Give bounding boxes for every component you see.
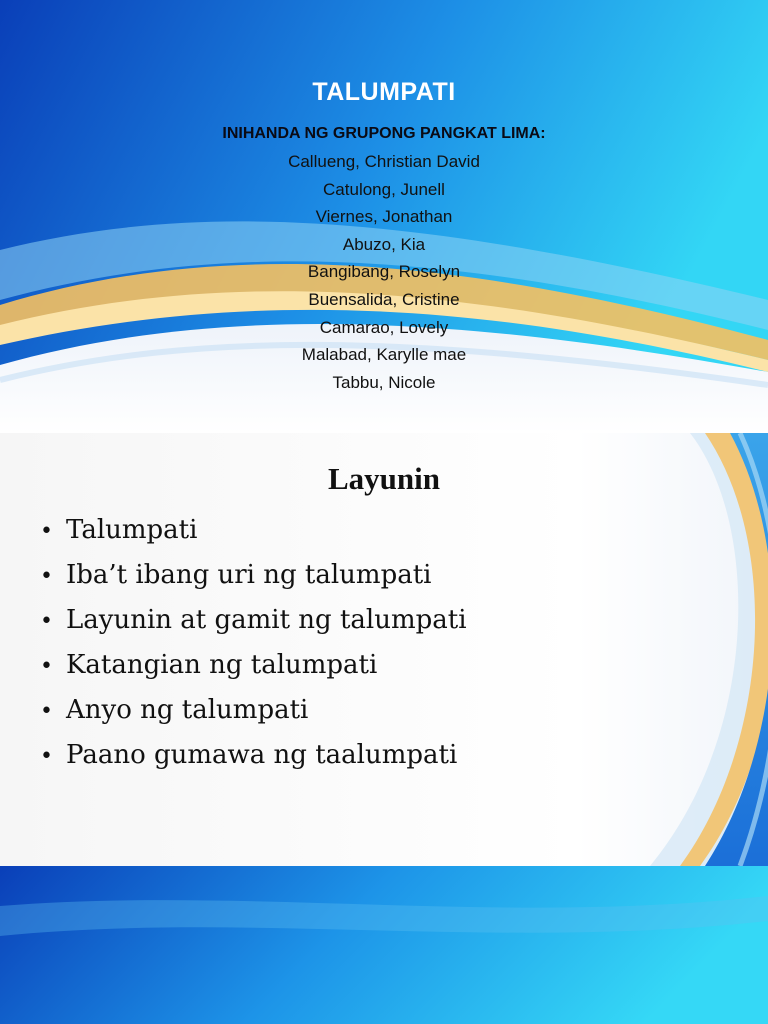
member-name: Buensalida, Cristine — [308, 289, 460, 309]
member-name: Malabad, Karylle mae — [301, 345, 467, 365]
bullet-icon: • — [40, 744, 53, 769]
list-item — [40, 733, 467, 778]
bullet-icon: • — [40, 519, 53, 544]
slide-3 — [0, 866, 768, 1024]
bullet-icon: • — [40, 564, 53, 589]
slide-1 — [0, 0, 768, 433]
slide-2 — [0, 433, 768, 866]
bullet-icon: • — [40, 654, 53, 679]
slide-1-subtitle: INIHANDA NG GRUPONG PANGKAT LIMA: — [222, 125, 546, 142]
bullet-icon: • — [40, 699, 53, 724]
member-name: Camarao, Lovely — [319, 317, 449, 337]
topic-list — [40, 508, 467, 778]
member-name: Bangibang, Roselyn — [307, 262, 461, 282]
topic-text: Layunin at gamit ng talumpati — [66, 605, 467, 635]
member-name: Callueng, Christian David — [288, 152, 480, 171]
slide-3-background — [0, 866, 768, 1024]
slide-2-title: Layunin — [327, 461, 440, 496]
list-item — [40, 598, 467, 643]
bullet-icon: • — [40, 609, 53, 634]
slide-1-title: TALUMPATI — [312, 78, 456, 106]
list-item — [40, 688, 467, 733]
list-item — [40, 643, 467, 688]
member-name: Catulong, Junell — [323, 179, 445, 199]
member-name: Tabbu, Nicole — [332, 372, 436, 392]
topic-text: Talumpati — [66, 515, 198, 545]
list-item — [40, 508, 467, 553]
member-list — [0, 148, 768, 396]
topic-text: Katangian ng talumpati — [66, 650, 378, 680]
topic-text: Paano gumawa ng taalumpati — [66, 740, 458, 770]
member-name: Viernes, Jonathan — [315, 207, 453, 227]
member-name: Abuzo, Kia — [342, 234, 426, 254]
list-item — [40, 553, 467, 598]
topic-text: Iba’t ibang uri ng talumpati — [66, 560, 432, 590]
topic-text: Anyo ng talumpati — [66, 695, 309, 725]
